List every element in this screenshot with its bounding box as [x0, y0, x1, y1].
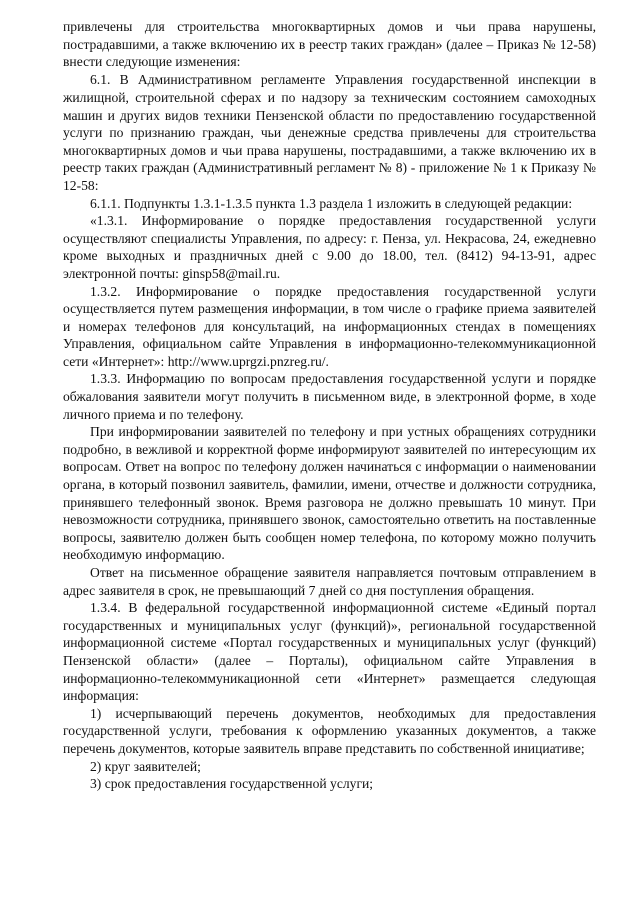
list-item-3: 3) срок предоставления государственной услуги; [90, 776, 374, 792]
paragraph-1-3-1: «1.3.1. Информирование о порядке предоставления государственной услуги осуществляют специалисты Управления, по адресу: г. Пенза, ул. Некрасова, 24, ежедневно кроме выходных и праздничных дней с 9.00 до 18.00, тел. (8412) 94-13-91, адрес электронной почты: ginsp58@mail.ru. [63, 213, 596, 281]
paragraph-1-3-2: 1.3.2. Информирование о порядке предоставления государственной услуги осуществляется путем размещения информации, в том числе о графике приема заявителей и номерах телефонов для консультаций, на информационных стендах в помещениях Управления, официальном сайте Управления в информационно-телекоммуникационной сети «Интернет»: http://www.uprgzi.pnzreg.ru/. [63, 283, 596, 369]
paragraph-6-1-1: 6.1.1. Подпункты 1.3.1-1.3.5 пункта 1.3 раздела 1 изложить в следующей редакции: [90, 195, 573, 211]
paragraph-1-3-4: 1.3.4. В федеральной государственной информационной системе «Единый портал государственных и муниципальных услуг (функций)», региональной государственной информационной системе «Портал государственных и муниципальных услуг (функций) Пензенской области» (далее – Порталы), официальном сайте Управления в информационно-телекоммуникационной сети «Интернет» размещается следующая информация: [63, 600, 596, 704]
paragraph-written-response: Ответ на письменное обращение заявителя направляется почтовым отправлением в адрес заявителя в срок, не превышающий 7 дней со дня поступления обращения. [63, 565, 596, 598]
paragraph-intro-continuation: привлечены для строительства многоквартирных домов и чьи права нарушены, пострадавшими, а также включению их в реестр таких граждан» (далее – Приказ № 12-58) внести следующие изменения: [63, 19, 596, 70]
paragraph-phone-informing: При информировании заявителей по телефону и при устных обращениях сотрудники подробно, в вежливой и корректной форме информируют заявителей по интересующим их вопросам. Ответ на вопрос по телефону должен начинаться с информации о наименовании органа, в который позвонил заявитель, фамилии, имени, отчестве и должности сотрудника, принявшего телефонный звонок. Время разговора не должно превышать 10 минут. При невозможности сотрудника, принявшего звонок, самостоятельно ответить на поставленные вопросы, заявителю должен быть сообщен номер телефона, по которому можно получить необходимую информацию. [63, 424, 596, 563]
list-item-1: 1) исчерпывающий перечень документов, необходимых для предоставления государственной услуги, требования к оформлению указанных документов, а также перечень документов, которые заявитель вправе представить по собственной инициативе; [63, 705, 596, 756]
paragraph-6-1: 6.1. В Административном регламенте Управления государственной инспекции в жилищной, строительной сферах и по надзору за техническим состоянием самоходных машин и других видов техники Пензенской области по предоставлению государственной услуги по признанию граждан, чьи денежные средства привлечены для строительства многоквартирных домов и чьи права нарушены, пострадавшими, а также включению их в реестр таких граждан (Административный регламент № 8) - приложение № 1 к Приказу № 12-58: [63, 72, 596, 193]
list-item-2: 2) круг заявителей; [90, 758, 201, 774]
paragraph-1-3-3: 1.3.3. Информацию по вопросам предоставления государственной услуги и порядке обжалования заявители могут получить в письменном виде, в электронной форме, в ходе личного приема и по телефону. [63, 371, 596, 422]
